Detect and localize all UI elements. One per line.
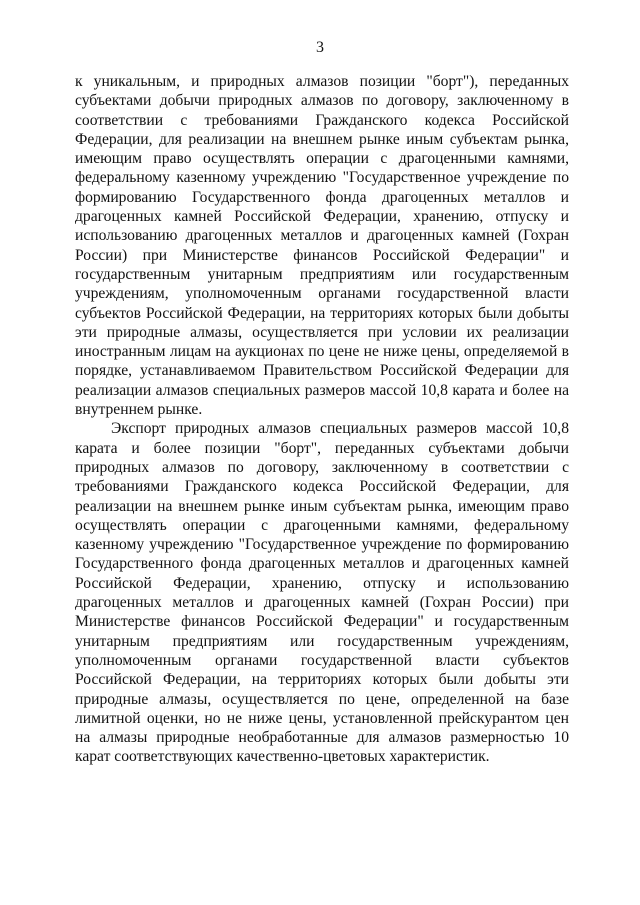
paragraph-continuation: к уникальным, и природных алмазов позиции "борт"), переданных субъектами добычи природных алмазов по договору, заключенному в соответствии с требованиями Гражданского кодекса Российской Федерации, для реализации на внешнем рынке иным субъектам рынка, имеющим право осуществлять операции с драгоценными камнями, федеральному казенному учреждению "Государственное учреждение по формированию Государственного фонда драгоценных металлов и драгоценных камней Российской Федерации, хранению, отпуску и использованию драгоценных металлов и драгоценных камней (Гохран России) при Министерстве финансов Российской Федерации" и государственным унитарным предприятиям или государственным учреждениям, уполномоченным органами государственной власти субъектов Российской Федерации, на территориях которых были добыты эти природные алмазы, осуществляется при условии их реализации иностранным лицам на аукционах по цене не ниже цены, определяемой в порядке, устанавливаемом Правительством Российской Федерации для реализации алмазов специальных размеров массой 10,8 карата и более на внутреннем рынке.	[75, 73, 569, 419]
paragraph-export-bort: Экспорт природных алмазов специальных размеров массой 10,8 карата и более позиции "борт", переданных субъектами добычи природных алмазов по договору, заключенному в соответствии с требованиями Гражданского кодекса Российской Федерации, для реализации на внешнем рынке иным субъектам рынка, имеющим право осуществлять операции с драгоценными камнями, федеральному казенному учреждению "Государственное учреждение по формированию Государственного фонда драгоценных металлов и драгоценных камней Российской Федерации, хранению, отпуску и использованию драгоценных металлов и драгоценных камней (Гохран России) при Министерстве финансов Российской Федерации" и государственным унитарным предприятиям или государственным учреждениям, уполномоченным органами государственной власти субъектов Российской Федерации, на территориях которых были добыты эти природные алмазы, осуществляется по цене, определенной на базе лимитной оценки, но не ниже цены, установленной прейскурантом цен на алмазы природные необработанные для алмазов размерностью 10 карат соответствующих качественно-цветовых характеристик.	[75, 420, 569, 766]
document-body	[75, 72, 569, 767]
page-number: 3	[316, 39, 324, 56]
